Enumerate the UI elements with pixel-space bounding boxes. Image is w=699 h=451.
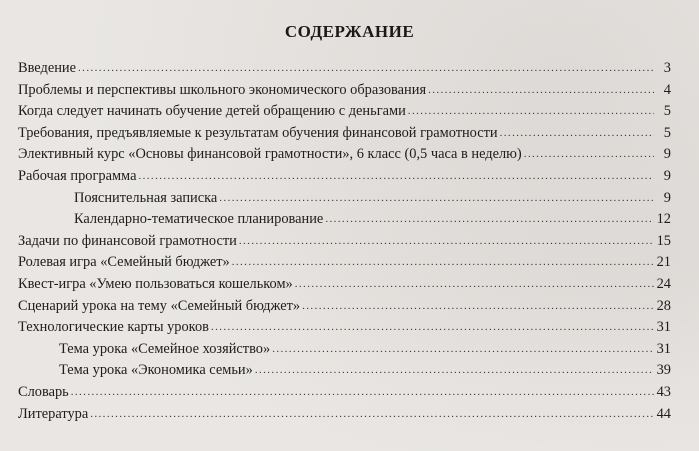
dot-leader — [500, 123, 654, 145]
toc-entry[interactable] — [18, 317, 671, 339]
dot-leader — [302, 296, 654, 318]
toc-entry-label: Элективный курс «Основы финансовой грамотности», 6 класс (0,5 часа в неделю) — [18, 146, 522, 163]
toc-entry[interactable] — [18, 80, 671, 102]
toc-entry[interactable] — [18, 58, 671, 80]
dot-leader — [232, 252, 654, 274]
toc-entry-page: 9 — [663, 189, 671, 206]
toc-entry-label: Когда следует начинать обучение детей обращению с деньгами — [18, 103, 406, 120]
toc-subentry[interactable] — [18, 188, 671, 210]
toc-entry[interactable] — [18, 231, 671, 253]
toc-entry-page: 9 — [663, 167, 671, 184]
toc-entry-label: Сценарий урока на тему «Семейный бюджет» — [18, 297, 301, 314]
toc-entry[interactable] — [18, 144, 671, 166]
toc-entry[interactable] — [18, 296, 671, 318]
toc-entry-page: 4 — [663, 81, 671, 98]
toc-entry-page: 21 — [656, 254, 671, 271]
dot-leader — [78, 58, 654, 80]
toc-entry[interactable] — [18, 123, 671, 145]
toc-subentry[interactable] — [18, 339, 671, 361]
dot-leader — [272, 339, 653, 361]
toc-entry-label: Тема урока «Экономика семьи» — [59, 362, 253, 379]
dot-leader — [408, 101, 654, 123]
toc-entry-page: 5 — [663, 103, 671, 120]
toc-entry-label: Задачи по финансовой грамотности — [18, 232, 237, 249]
toc-entry[interactable] — [18, 274, 671, 296]
toc-entry-page: 5 — [663, 124, 671, 141]
toc-entry-label: Проблемы и перспективы школьного экономического образования — [18, 81, 427, 98]
toc-entry-page: 31 — [656, 340, 671, 357]
toc-entry-label: Ролевая игра «Семейный бюджет» — [18, 254, 230, 271]
toc-entry-page: 24 — [656, 275, 671, 292]
toc-entry-page: 31 — [656, 319, 671, 336]
table-of-contents — [18, 58, 671, 425]
toc-entry-label: Рабочая программа — [18, 167, 137, 184]
dot-leader — [428, 80, 654, 102]
dot-leader — [295, 274, 654, 296]
toc-entry[interactable] — [18, 404, 671, 426]
toc-entry-page: 9 — [663, 146, 671, 163]
toc-subentry[interactable] — [18, 209, 671, 231]
dot-leader — [325, 209, 653, 231]
toc-entry-label: Технологические карты уроков — [18, 319, 209, 336]
dot-leader — [90, 404, 653, 426]
dot-leader — [138, 166, 654, 188]
toc-entry-page: 12 — [656, 211, 671, 228]
toc-entry-label: Требования, предъявляемые к результатам обучения финансовой грамотности — [18, 124, 498, 141]
toc-entry-label: Словарь — [18, 383, 69, 400]
toc-entry-page: 44 — [656, 405, 671, 422]
page-title: СОДЕРЖАНИЕ — [284, 22, 415, 41]
toc-entry-label: Литература — [18, 405, 89, 422]
dot-leader — [71, 382, 654, 404]
toc-entry[interactable] — [18, 101, 671, 123]
toc-entry-page: 3 — [663, 60, 671, 76]
toc-entry[interactable] — [18, 166, 671, 188]
dot-leader — [524, 144, 654, 166]
toc-entry-label: Календарно-тематическое планирование — [74, 211, 324, 228]
toc-entry-page: 43 — [656, 383, 671, 400]
toc-subentry[interactable] — [18, 360, 671, 382]
dot-leader — [211, 317, 654, 339]
toc-entry[interactable] — [18, 382, 671, 404]
toc-entry-label: Пояснительная записка — [74, 189, 218, 206]
toc-entry-label: Квест-игра «Умею пользоваться кошельком» — [18, 275, 293, 292]
dot-leader — [219, 188, 654, 210]
toc-entry-page: 39 — [656, 362, 671, 379]
toc-entry-label: Тема урока «Семейное хозяйство» — [59, 340, 271, 357]
toc-entry-label: Введение — [18, 60, 77, 76]
toc-entry-page: 15 — [656, 232, 671, 249]
toc-entry-page: 28 — [656, 297, 671, 314]
dot-leader — [255, 360, 654, 382]
toc-entry[interactable] — [18, 252, 671, 274]
dot-leader — [239, 231, 654, 253]
